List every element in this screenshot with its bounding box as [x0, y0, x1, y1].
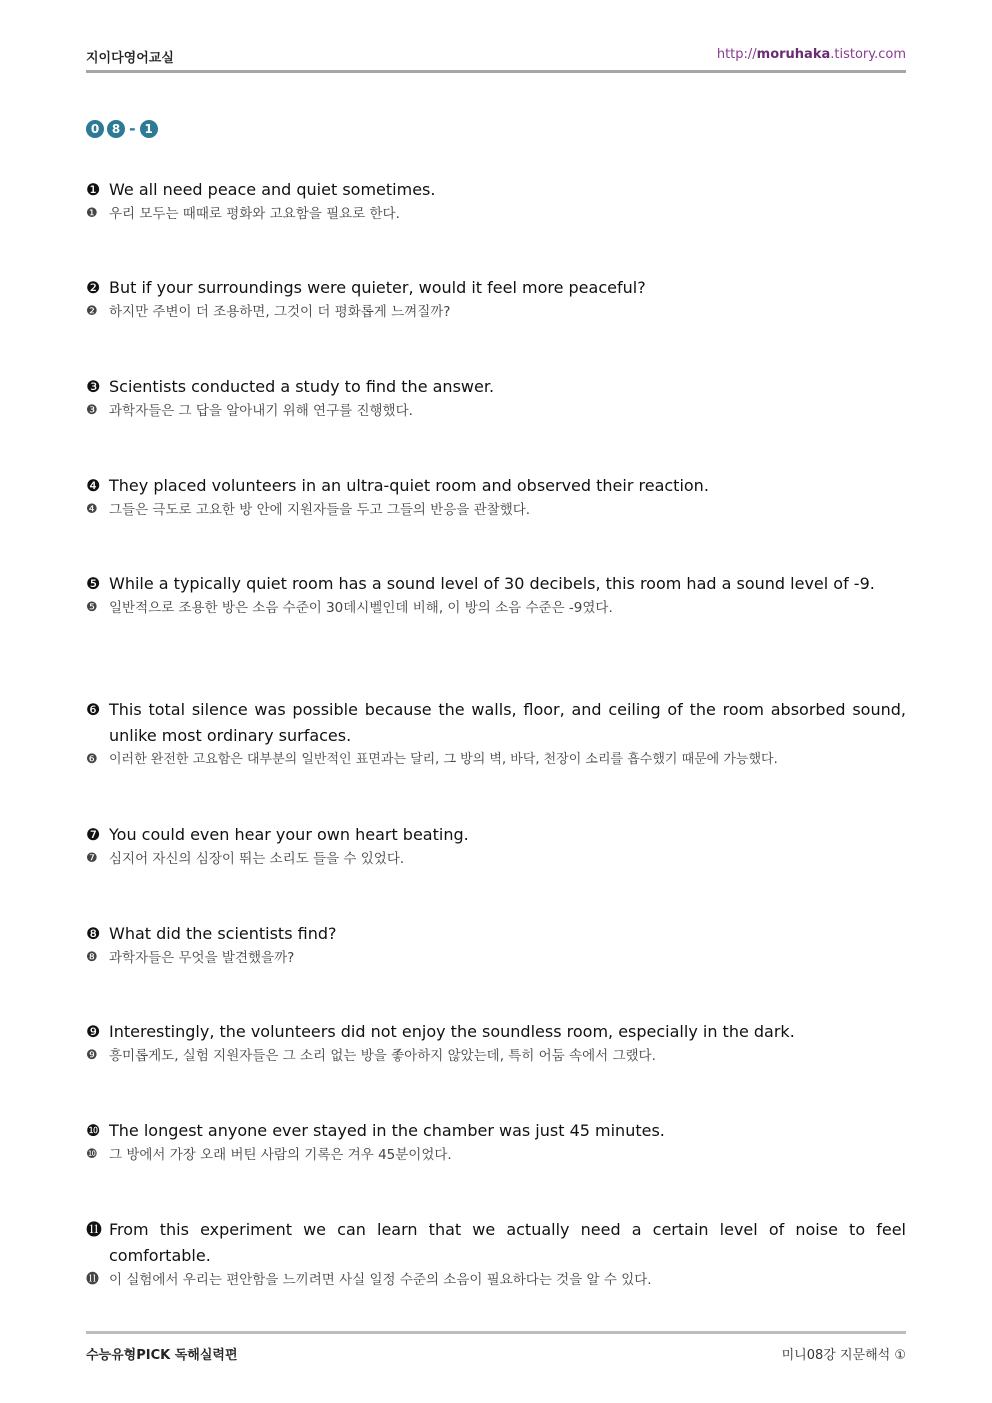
- english-sentence: But if your surroundings were quieter, would it feel more peaceful?: [109, 278, 646, 297]
- footer-divider: [86, 1331, 906, 1334]
- translation-number: ❷: [86, 304, 98, 319]
- english-sentence: They placed volunteers in an ultra-quiet room and observed their reaction.: [109, 476, 709, 495]
- sentence-item: [86, 571, 906, 618]
- page-info: 미니08강 지문해석 ①: [781, 1348, 906, 1363]
- sentence-number: ❽: [86, 924, 101, 943]
- page-footer: [86, 1331, 906, 1361]
- english-sentence: This total silence was possible because the walls, floor, and ceiling of the room absorbed sound, unlike most ordinary surfaces.: [109, 700, 906, 745]
- korean-translation: 우리 모두는 때때로 평화와 고요함을 필요로 한다.: [109, 206, 400, 222]
- sentence-item: [86, 1217, 906, 1290]
- sentence-item: [86, 697, 906, 770]
- sentence-item: [86, 921, 906, 968]
- translation-number: ❻: [86, 752, 98, 767]
- sentence-number: ⓫: [86, 1220, 103, 1239]
- sentence-item: [86, 1118, 906, 1165]
- translation-number: ⓫: [86, 1272, 100, 1287]
- page-header: [86, 44, 906, 74]
- lesson-digit-2: 8: [107, 120, 125, 138]
- korean-translation: 흥미롭게도, 실험 지원자들은 그 소리 없는 방을 좋아하지 않았는데, 특히 어둠 속에서 그랬다.: [109, 1048, 656, 1064]
- translation-number: ❽: [86, 950, 98, 965]
- sentence-number: ❿: [86, 1121, 101, 1140]
- english-sentence: What did the scientists find?: [109, 924, 337, 943]
- korean-translation: 이러한 완전한 고요함은 대부분의 일반적인 표면과는 달리, 그 방의 벽, 바닥, 천장이 소리를 흡수했기 때문에 가능했다.: [109, 752, 778, 767]
- sentence-number: ❾: [86, 1022, 101, 1041]
- translation-number: ❸: [86, 403, 98, 418]
- english-sentence: You could even hear your own heart beating.: [109, 825, 469, 844]
- korean-translation: 심지어 자신의 심장이 뛰는 소리도 들을 수 있었다.: [109, 851, 405, 867]
- sentence-number: ❶: [86, 180, 101, 199]
- sentence-item: [86, 177, 906, 224]
- korean-translation: 과학자들은 그 답을 알아내기 위해 연구를 진행했다.: [109, 403, 413, 419]
- sentence-item: [86, 275, 906, 322]
- translation-number: ❺: [86, 600, 98, 615]
- lesson-digit-3: 1: [140, 120, 158, 138]
- translation-number: ❿: [86, 1147, 98, 1162]
- site-url-bold: moruhaka: [756, 47, 831, 62]
- sentence-number: ❺: [86, 574, 101, 593]
- site-url-suffix: .tistory.com: [830, 47, 906, 62]
- sentence-number: ❻: [86, 700, 101, 719]
- korean-translation: 하지만 주변이 더 조용하면, 그것이 더 평화롭게 느껴질까?: [109, 304, 451, 320]
- brand-name: 지이다영어교실: [86, 51, 174, 66]
- translation-number: ❹: [86, 502, 98, 517]
- site-url-prefix: http://: [716, 47, 757, 62]
- english-sentence: Interestingly, the volunteers did not enjoy the soundless room, especially in the dark.: [109, 1022, 795, 1041]
- english-sentence: We all need peace and quiet sometimes.: [109, 180, 436, 199]
- translation-number: ❼: [86, 851, 98, 866]
- sentence-number: ❼: [86, 825, 101, 844]
- header-divider: [86, 70, 906, 73]
- lesson-digit-1: 0: [86, 120, 104, 138]
- sentence-number: ❷: [86, 278, 101, 297]
- korean-translation: 일반적으로 조용한 방은 소음 수준이 30데시벨인데 비해, 이 방의 소음 수준은 -9였다.: [109, 600, 613, 616]
- korean-translation: 과학자들은 무엇을 발견했을까?: [109, 950, 295, 966]
- lesson-separator: -: [129, 119, 136, 138]
- english-sentence: The longest anyone ever stayed in the chamber was just 45 minutes.: [109, 1121, 665, 1140]
- sentence-item: [86, 822, 906, 869]
- sentence-item: [86, 374, 906, 421]
- english-sentence: While a typically quiet room has a sound level of 30 decibels, this room had a sound level of -9.: [109, 574, 875, 593]
- lesson-number: [86, 119, 158, 138]
- sentence-item: [86, 473, 906, 520]
- korean-translation: 그 방에서 가장 오래 버틴 사람의 기록은 겨우 45분이었다.: [109, 1147, 452, 1163]
- translation-number: ❾: [86, 1048, 98, 1063]
- korean-translation: 그들은 극도로 고요한 방 안에 지원자들을 두고 그들의 반응을 관찰했다.: [109, 502, 531, 518]
- site-url[interactable]: [717, 47, 906, 62]
- book-title: 수능유형PICK 독해실력편: [86, 1348, 238, 1363]
- sentence-item: [86, 1019, 906, 1066]
- sentence-number: ❹: [86, 476, 101, 495]
- korean-translation: 이 실험에서 우리는 편안함을 느끼려면 사실 일정 수준의 소음이 필요하다는 것을 알 수 있다.: [109, 1272, 652, 1288]
- sentence-number: ❸: [86, 377, 101, 396]
- english-sentence: From this experiment we can learn that we actually need a certain level of noise to feel comfortable.: [109, 1220, 906, 1265]
- english-sentence: Scientists conducted a study to find the answer.: [109, 377, 495, 396]
- translation-number: ❶: [86, 206, 98, 221]
